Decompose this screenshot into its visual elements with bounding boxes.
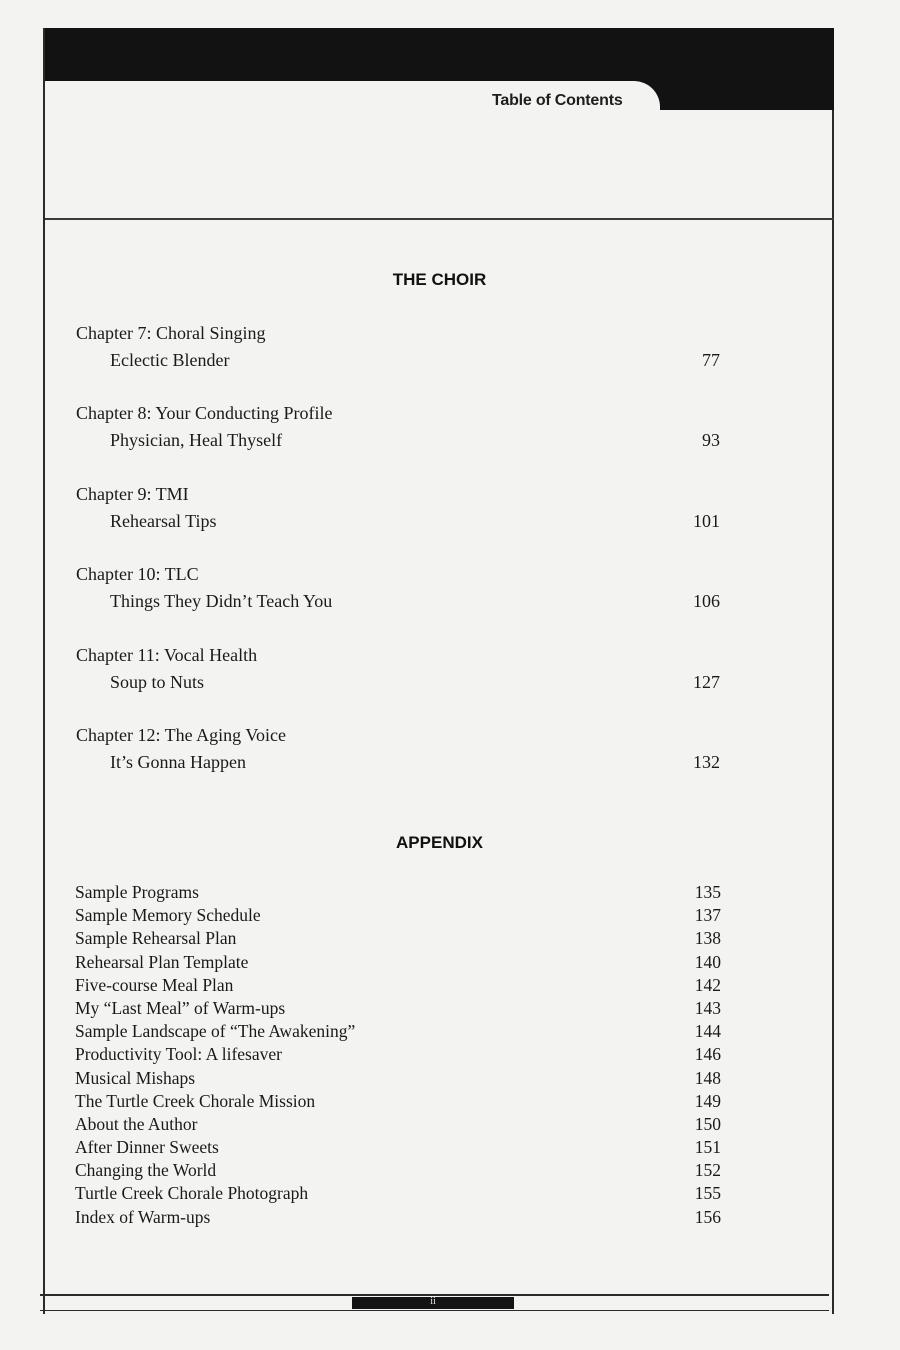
appendix-page-number: 140 bbox=[694, 951, 721, 972]
list-item bbox=[75, 1206, 721, 1229]
appendix-list bbox=[75, 881, 721, 1229]
chapter-subtitle: It’s Gonna Happen bbox=[110, 752, 246, 772]
appendix-page-number: 143 bbox=[694, 997, 721, 1018]
appendix-title: Musical Mishaps bbox=[75, 1067, 196, 1088]
header-divider bbox=[45, 218, 834, 220]
appendix-title: Turtle Creek Chorale Photograph bbox=[75, 1183, 309, 1204]
appendix-title: Index of Warm-ups bbox=[75, 1206, 211, 1227]
appendix-page-number: 138 bbox=[694, 928, 721, 949]
chapter-page-number: 127 bbox=[693, 672, 720, 692]
chapter-entry bbox=[76, 561, 726, 615]
appendix-page-number: 137 bbox=[694, 905, 721, 926]
list-item bbox=[75, 881, 721, 904]
appendix-title: Rehearsal Plan Template bbox=[75, 951, 249, 972]
appendix-title: About the Author bbox=[75, 1113, 198, 1134]
appendix-page-number: 155 bbox=[694, 1183, 721, 1204]
chapter-title: Chapter 10: TLC bbox=[76, 564, 199, 584]
appendix-page-number: 135 bbox=[694, 882, 721, 902]
appendix-title: Sample Landscape of “The Awakening” bbox=[75, 1021, 356, 1042]
list-item bbox=[75, 1113, 721, 1136]
list-item bbox=[75, 1090, 721, 1113]
chapter-page-number: 101 bbox=[693, 511, 720, 531]
chapter-entry bbox=[76, 722, 726, 776]
appendix-page-number: 142 bbox=[694, 974, 721, 995]
appendix-title: After Dinner Sweets bbox=[75, 1137, 219, 1158]
chapter-page-number: 77 bbox=[702, 350, 720, 370]
list-item bbox=[75, 951, 721, 974]
chapter-page-number: 132 bbox=[693, 752, 720, 772]
chapter-entry bbox=[76, 642, 726, 696]
chapter-subtitle: Things They Didn’t Teach You bbox=[110, 591, 333, 611]
list-item bbox=[75, 997, 721, 1020]
appendix-title: The Turtle Creek Chorale Mission bbox=[75, 1090, 316, 1111]
page-number: ii bbox=[430, 1296, 436, 1307]
chapter-title: Chapter 8: Your Conducting Profile bbox=[76, 403, 333, 423]
chapter-title: Chapter 9: TMI bbox=[76, 484, 189, 504]
appendix-title: Sample Programs bbox=[75, 882, 199, 902]
appendix-page-number: 148 bbox=[694, 1067, 721, 1088]
appendix-page-number: 149 bbox=[694, 1090, 721, 1111]
chapter-entry bbox=[76, 481, 726, 535]
section-title-appendix: APPENDIX bbox=[396, 833, 483, 852]
chapter-page-number: 93 bbox=[702, 430, 720, 450]
appendix-title: Sample Rehearsal Plan bbox=[75, 928, 237, 949]
chapter-subtitle: Eclectic Blender bbox=[110, 350, 230, 370]
list-item bbox=[75, 927, 721, 950]
appendix-title: Sample Memory Schedule bbox=[75, 905, 261, 926]
appendix-page-number: 150 bbox=[694, 1113, 721, 1134]
appendix-title: Five-course Meal Plan bbox=[75, 974, 234, 995]
appendix-page-number: 156 bbox=[694, 1206, 721, 1227]
list-item bbox=[75, 904, 721, 927]
chapter-subtitle: Rehearsal Tips bbox=[110, 511, 217, 531]
section-title-choir: THE CHOIR bbox=[392, 270, 487, 289]
appendix-page-number: 144 bbox=[694, 1021, 721, 1042]
footer-divider-lower bbox=[40, 1310, 829, 1311]
list-item bbox=[75, 1020, 721, 1043]
chapter-page-number: 106 bbox=[693, 591, 720, 611]
chapter-title: Chapter 11: Vocal Health bbox=[76, 645, 258, 665]
chapter-title: Chapter 7: Choral Singing bbox=[76, 323, 266, 343]
appendix-title: Changing the World bbox=[75, 1160, 217, 1181]
chapter-title: Chapter 12: The Aging Voice bbox=[76, 725, 286, 745]
list-item bbox=[75, 1182, 721, 1205]
appendix-title: My “Last Meal” of Warm-ups bbox=[75, 997, 286, 1018]
list-item bbox=[75, 1067, 721, 1090]
chapter-subtitle: Soup to Nuts bbox=[110, 672, 205, 692]
list-item bbox=[75, 1136, 721, 1159]
list-item bbox=[75, 1159, 721, 1182]
appendix-page-number: 152 bbox=[694, 1160, 721, 1181]
chapter-subtitle: Physician, Heal Thyself bbox=[110, 430, 283, 450]
appendix-page-number: 146 bbox=[694, 1044, 721, 1065]
chapter-entry bbox=[76, 400, 726, 454]
appendix-page-number: 151 bbox=[694, 1137, 721, 1158]
chapter-entry bbox=[76, 320, 726, 374]
list-item bbox=[75, 1043, 721, 1066]
header-label: Table of Contents bbox=[492, 92, 623, 109]
list-item bbox=[75, 974, 721, 997]
appendix-title: Productivity Tool: A lifesaver bbox=[75, 1044, 282, 1065]
